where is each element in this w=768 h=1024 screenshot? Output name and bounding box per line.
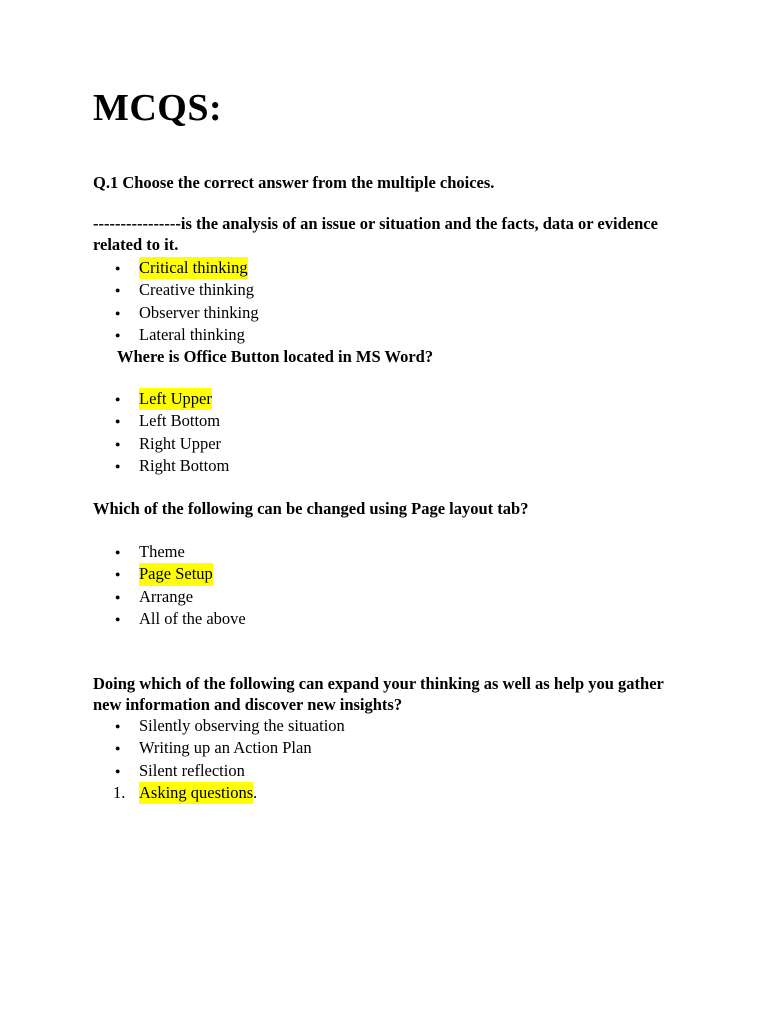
list-number: 1. bbox=[113, 782, 126, 802]
option-suffix: . bbox=[253, 782, 258, 802]
option-label: Silent reflection bbox=[139, 760, 245, 780]
option-label: Observer thinking bbox=[139, 302, 259, 322]
option-label: Creative thinking bbox=[139, 280, 255, 300]
question-1-text: ----------------is the analysis of an issue or situation and the facts, data or evidence related to it. bbox=[93, 214, 658, 254]
option-label: All of the above bbox=[139, 608, 246, 628]
option-label: Left Upper bbox=[139, 388, 212, 410]
option-label: Page Setup bbox=[139, 563, 213, 585]
option-label: Silently observing the situation bbox=[139, 716, 345, 735]
option-label: Critical thinking bbox=[139, 257, 248, 279]
question-4-text: Doing which of the following can expand your thinking as well as help you gather new information and discover new insights? bbox=[93, 674, 664, 714]
option-label: Theme bbox=[139, 542, 185, 561]
option-label: Writing up an Action Plan bbox=[139, 738, 312, 758]
question-2-text: Where is Office Button located in MS Word? bbox=[117, 347, 434, 366]
option-label: Lateral thinking bbox=[139, 324, 245, 344]
option-label: Right Bottom bbox=[139, 455, 230, 475]
option-label bbox=[139, 782, 253, 804]
option-label-text: Asking questions bbox=[139, 782, 254, 802]
instructions: Q.1 Choose the correct answer from the multiple choices. bbox=[93, 173, 495, 192]
question-3-text: Which of the following can be changed using Page layout tab? bbox=[93, 499, 529, 518]
page-title: MCQS: bbox=[93, 87, 223, 129]
option-label: Arrange bbox=[139, 586, 194, 606]
option-label: Left Bottom bbox=[139, 411, 221, 431]
option-label: Right Upper bbox=[139, 433, 222, 453]
